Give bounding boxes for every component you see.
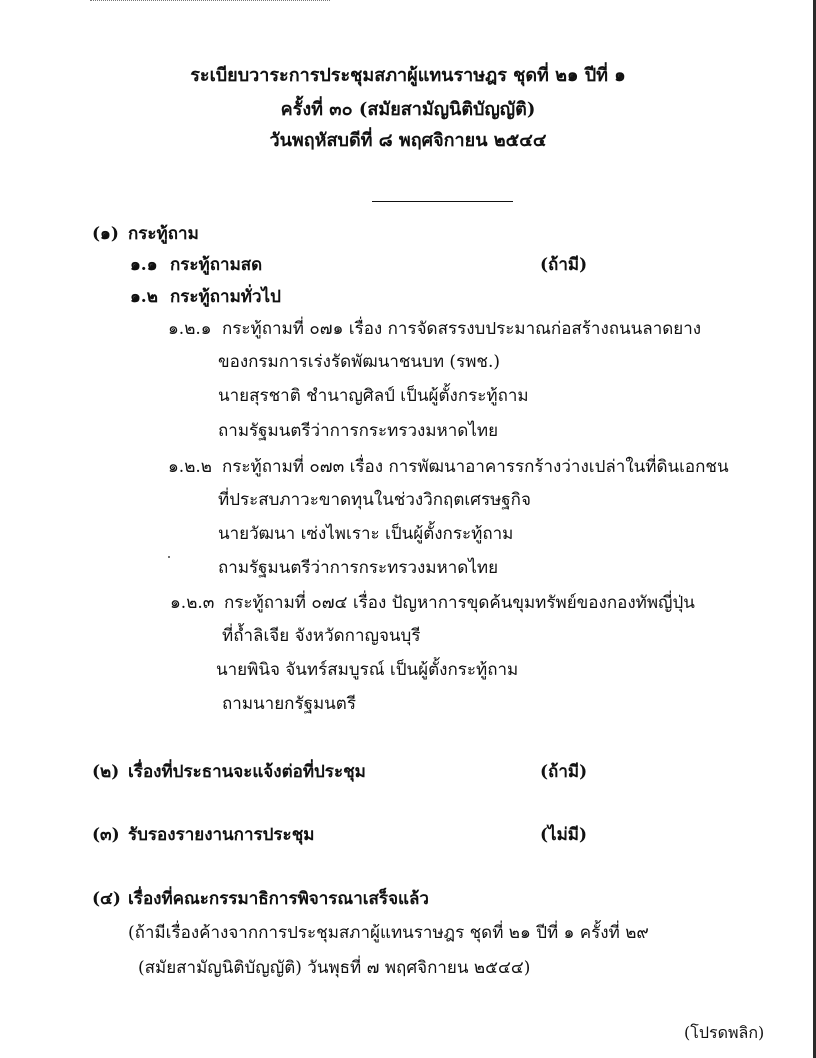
question-item-number: ๑.๒.๓ [170, 593, 215, 613]
header-divider [372, 201, 513, 202]
question-item-number: ๑.๒.๑ [168, 319, 212, 339]
header-date: วันพฤหัสบดีที่ ๘ พฤศจิกายน ๒๕๔๔ [269, 130, 547, 151]
question-item-subject-cont: ที่ประสบภาวะขาดทุนในช่วงวิกฤตเศรษฐกิจ [218, 490, 531, 510]
section3-note: (ไม่มี) [540, 825, 588, 845]
subsection-1-2-title: กระทู้ถามทั่วไป [170, 287, 281, 307]
section4-detail-cont: (สมัยสามัญนิติบัญญัติ) วันพุธที่ ๗ พฤศจิกายน ๒๕๔๔) [138, 958, 531, 978]
question-item-addressee: ถามรัฐมนตรีว่าการกระทรวงมหาดไทย [218, 421, 499, 441]
subsection-1-1-number: ๑.๑ [130, 255, 158, 275]
question-item-addressee: ถามนายกรัฐมนตรี [222, 694, 356, 714]
question-item-addressee: ถามรัฐมนตรีว่าการกระทรวงมหาดไทย [218, 558, 499, 578]
subsection-1-1-note: (ถ้ามี) [540, 255, 588, 275]
section2-title: เรื่องที่ประธานจะแจ้งต่อที่ประชุม [128, 762, 366, 782]
question-item-subject: กระทู้ถามที่ ๐๗๔ เรื่อง ปัญหาการขุดค้นขุมทรัพย์ของกองทัพญี่ปุ่น [224, 593, 695, 613]
turn-over-note: (โปรดพลิก) [684, 1023, 765, 1042]
subsection-1-1-title: กระทู้ถามสด [170, 255, 263, 275]
section1-number: (๑) [92, 224, 119, 244]
section3-number: (๓) [92, 825, 120, 845]
section2-note: (ถ้ามี) [540, 762, 588, 782]
question-item-subject: กระทู้ถามที่ ๐๗๓ เรื่อง การพัฒนาอาคารรกร้างว่างเปล่าในที่ดินเอกชน [222, 457, 729, 477]
section4-detail: (ถ้ามีเรื่องค้างจากการประชุมสภาผู้แทนราษฎร ชุดที่ ๒๑ ปีที่ ๑ ครั้งที่ ๒๙ [128, 923, 649, 943]
question-item-asker: นายวัฒนา เซ่งไพเราะ เป็นผู้ตั้งกระทู้ถาม [218, 524, 514, 544]
question-item-subject-cont: ของกรมการเร่งรัดพัฒนาชนบท (รพช.) [218, 352, 500, 372]
question-item-asker: นายพินิจ จันทร์สมบูรณ์ เป็นผู้ตั้งกระทู้ถาม [216, 660, 519, 680]
section1-title: กระทู้ถาม [128, 224, 199, 244]
scan-artifact-line [90, 0, 330, 4]
section4-title: เรื่องที่คณะกรรมาธิการพิจารณาเสร็จแล้ว [128, 889, 429, 909]
section2-number: (๒) [92, 762, 120, 782]
question-item-subject: กระทู้ถามที่ ๐๗๑ เรื่อง การจัดสรรงบประมาณก่อสร้างถนนลาดยาง [222, 319, 702, 339]
header-title: ระเบียบวาระการประชุมสภาผู้แทนราษฎร ชุดที่ ๒๑ ปีที่ ๑ [190, 65, 626, 86]
question-item-subject-cont: ที่ถ้ำลิเจีย จังหวัดกาญจนบุรี [222, 626, 421, 646]
scan-speck [168, 556, 170, 558]
section4-number: (๔) [92, 889, 121, 909]
question-item-number: ๑.๒.๒ [168, 457, 213, 477]
question-item-asker: นายสุรชาติ ชำนาญศิลป์ เป็นผู้ตั้งกระทู้ถาม [218, 386, 529, 406]
header-session: ครั้งที่ ๓๐ (สมัยสามัญนิติบัญญัติ) [280, 99, 536, 120]
subsection-1-2-number: ๑.๒ [130, 287, 158, 307]
section3-title: รับรองรายงานการประชุม [128, 825, 315, 845]
